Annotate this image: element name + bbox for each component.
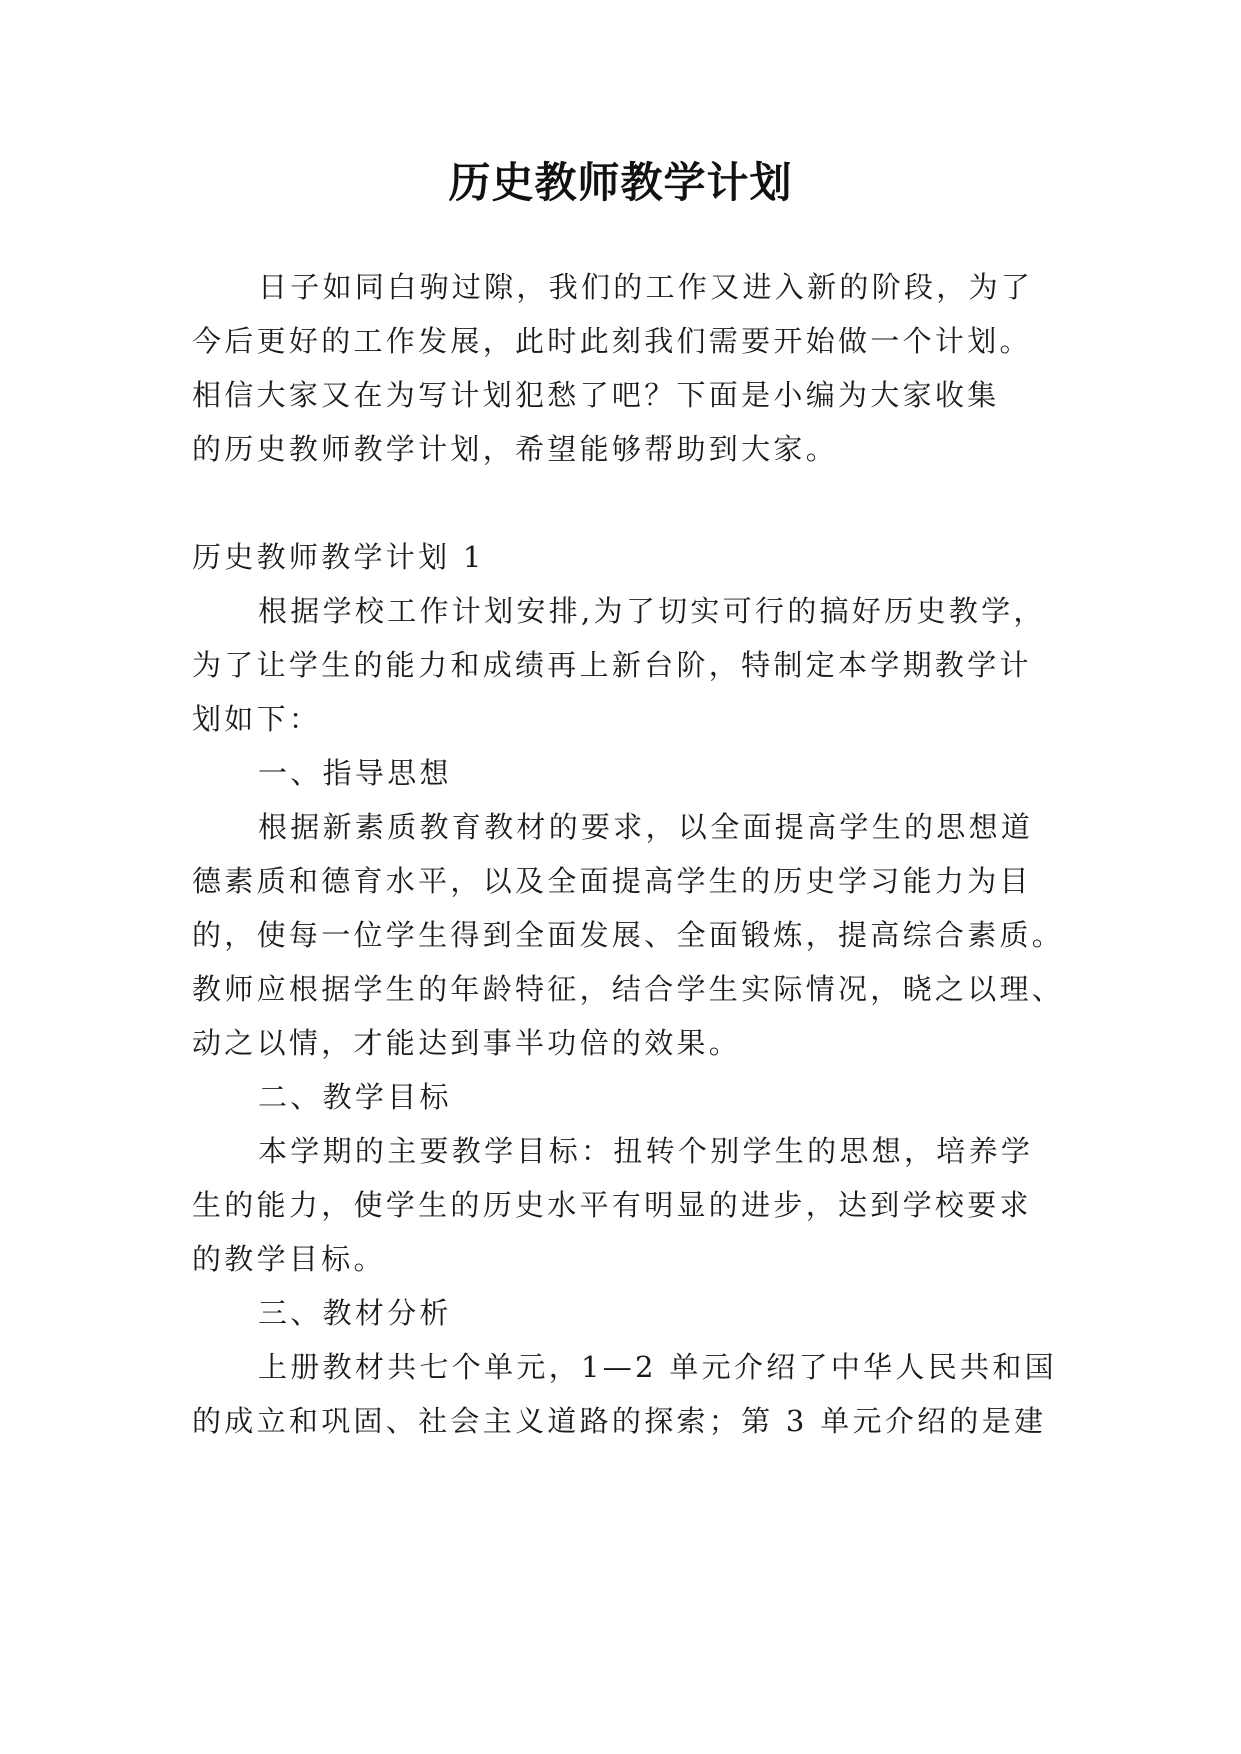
intro-line-1: 日子如同白驹过隙，我们的工作又进入新的阶段，为了	[258, 270, 1034, 304]
paragraph-line: 根据新素质教育教材的要求，以全面提高学生的思想道	[258, 810, 1034, 844]
intro-line-4: 的历史教师教学计划，希望能够帮助到大家。	[192, 432, 839, 466]
paragraph-line: 上册教材共七个单元，1—2 单元介绍了中华人民共和国	[258, 1350, 1057, 1384]
paragraph-line: 划如下：	[192, 702, 322, 736]
paragraph-line: 本学期的主要教学目标：扭转个别学生的思想，培养学	[258, 1134, 1034, 1168]
paragraph-line: 生的能力，使学生的历史水平有明显的进步，达到学校要求	[192, 1188, 1032, 1222]
intro-line-2: 今后更好的工作发展，此时此刻我们需要开始做一个计划。	[192, 324, 1032, 358]
subheading-teaching-goals: 二、教学目标	[258, 1080, 452, 1114]
document-title: 历史教师教学计划	[448, 158, 793, 207]
paragraph-line: 根据学校工作计划安排,为了切实可行的搞好历史教学，	[258, 594, 1046, 628]
paragraph-line: 德素质和德育水平，以及全面提高学生的历史学习能力为目	[192, 864, 1032, 898]
subheading-textbook-analysis: 三、教材分析	[258, 1296, 452, 1330]
paragraph-line: 的教学目标。	[192, 1242, 386, 1276]
paragraph-line: 的成立和巩固、社会主义道路的探索；第 3 单元介绍的是建	[192, 1404, 1047, 1438]
subheading-guiding-thought: 一、指导思想	[258, 756, 452, 790]
section-heading-plan-1: 历史教师教学计划 1	[192, 540, 485, 574]
paragraph-line: 为了让学生的能力和成绩再上新台阶，特制定本学期教学计	[192, 648, 1032, 682]
paragraph-line: 教师应根据学生的年龄特征，结合学生实际情况，晓之以理、	[192, 972, 1065, 1006]
paragraph-line: 的，使每一位学生得到全面发展、全面锻炼，提高综合素质。	[192, 918, 1065, 952]
intro-line-3: 相信大家又在为写计划犯愁了吧？下面是小编为大家收集	[192, 378, 1000, 412]
paragraph-line: 动之以情，才能达到事半功倍的效果。	[192, 1026, 742, 1060]
